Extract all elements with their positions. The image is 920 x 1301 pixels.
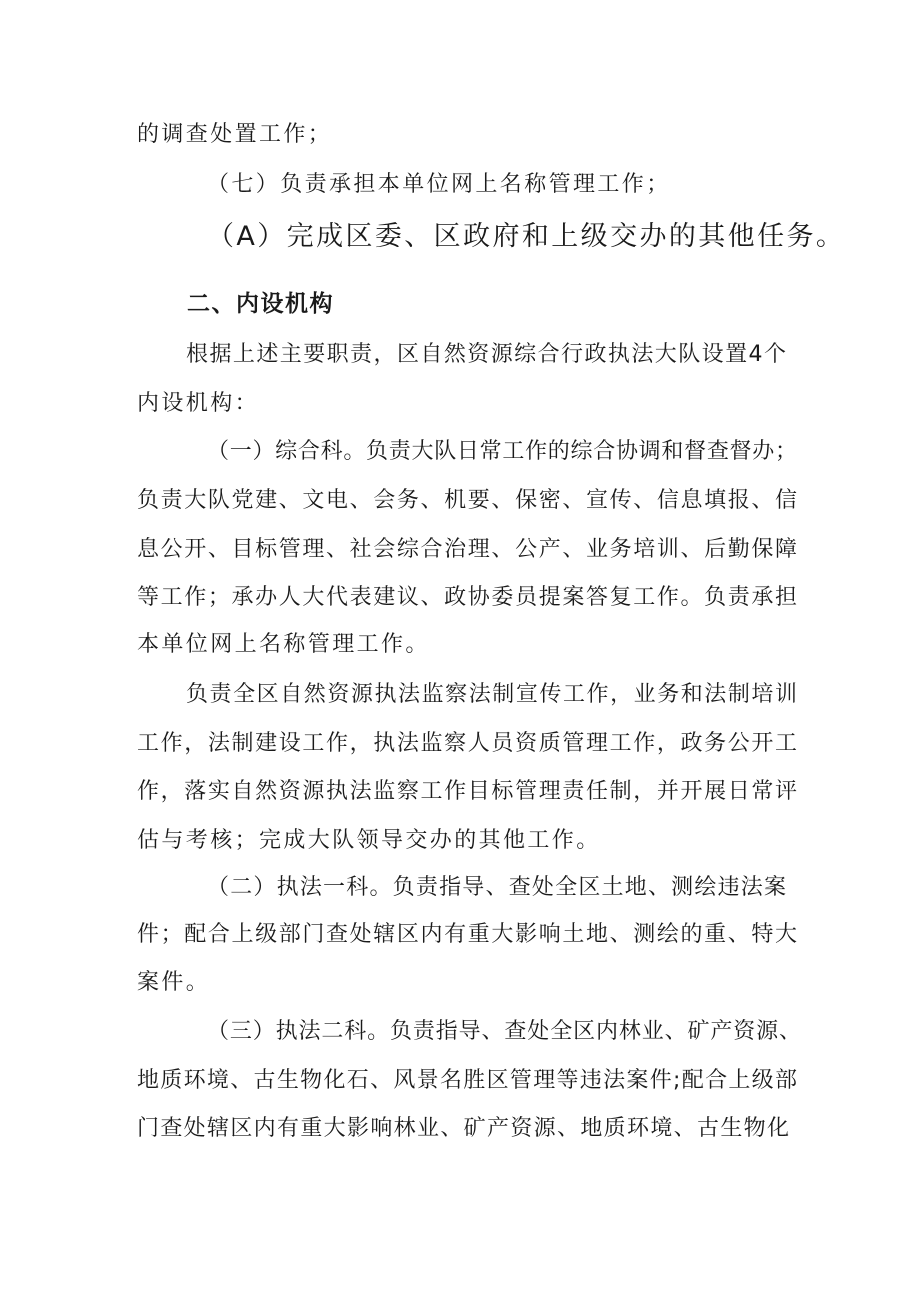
paragraph-line: 内设机构：: [137, 391, 260, 416]
paragraph-line: （三）执法二科。负责指导、查处全区内林业、矿产资源、: [207, 1019, 801, 1044]
paragraph-line: 本单位网上名称管理工作。: [137, 632, 430, 657]
paragraph-line: （一）综合科。负责大队日常工作的综合协调和督查督办；: [207, 439, 797, 464]
paragraph-line: 的调查处置工作；: [137, 122, 333, 147]
paragraph-line: 案件。: [137, 970, 211, 995]
paragraph-line: 根据上述主要职责，区自然资源综合行政执法大队设置4个: [186, 342, 786, 367]
paragraph-line: 负责全区自然资源执法监察法制宣传工作，业务和法制培训: [186, 682, 797, 707]
section-heading: 二、内设机构: [187, 291, 334, 317]
paragraph-line: 地质环境、古生物化石、风景名胜区管理等违法案件;配合上级部: [137, 1068, 797, 1093]
paragraph-line: 估与考核；完成大队领导交办的其他工作。: [137, 828, 601, 853]
paragraph-line: （二）执法一科。负责指导、查处全区土地、测绘违法案: [207, 875, 786, 900]
paragraph-line: 门查处辖区内有重大影响林业、矿产资源、地质环境、古生物化: [137, 1116, 789, 1141]
paragraph-line: 工作，法制建设工作，执法监察人员资质管理工作，政务公开工: [137, 731, 797, 756]
paragraph-line: （A）完成区委、区政府和上级交办的其他任务。: [207, 221, 846, 252]
paragraph-line: 息公开、目标管理、社会综合治理、公产、业务培训、后勤保障: [137, 537, 797, 562]
paragraph-line: （七）负责承担本单位网上名称管理工作；: [207, 172, 671, 197]
paragraph-line: 作，落实自然资源执法监察工作目标管理责任制，并开展日常评: [137, 779, 797, 804]
paragraph-line: 等工作；承办人大代表建议、政协委员提案答复工作。负责承担: [137, 585, 797, 610]
paragraph-line: 负责大队党建、文电、会务、机要、保密、宣传、信息填报、信: [137, 488, 797, 513]
paragraph-line: 件；配合上级部门查处辖区内有重大影响土地、测绘的重、特大: [137, 922, 797, 947]
